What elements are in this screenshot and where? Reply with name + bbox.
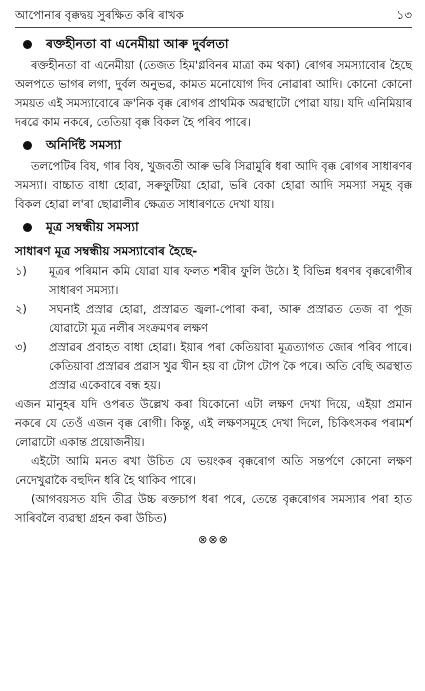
list-item <box>15 300 412 338</box>
subheading: সাধাৰণ মূত্ৰ সম্বন্ধীয় সমস্যাবোৰ হৈছে- <box>15 244 198 258</box>
bullet-icon <box>23 223 32 232</box>
section-heading <box>15 217 412 237</box>
running-header <box>15 6 412 28</box>
bullet-icon <box>23 40 32 49</box>
body-paragraph: (আগবয়সত যদি তীব্ৰ উচ্চ ৰক্তচাপ ধৰা পৰে, তেন্তে বৃক্কৰোগৰ সমস্যাৰ পৰা হাত সাৰিবলৈ ব্যৱস্থা গ্ৰহন কৰা উচিত) <box>15 492 412 525</box>
list-item <box>15 338 412 395</box>
urinary-problem-list <box>15 262 412 395</box>
list-item-text: প্ৰস্ৰাৱৰ প্ৰবাহত বাধা হোৱা। ইয়াৰ পৰা কেতিয়াবা মূত্ৰত্যাগত জোৰ পৰিব পাৰে। কেতিয়াবা প্ৰস্ৰাৱৰ প্ৰৱাস খুৱ খীন হয় বা টোপ টোপ কৈ পৰে। অতি বেছি অৱস্থাত প্ৰস্ৰাৱ একেবাৰে বন্ধ হয়। <box>49 340 412 392</box>
section-heading-text: ৰক্তহীনতা বা এনেমীয়া আৰু দুৰ্বলতা <box>46 36 229 51</box>
section-heading <box>15 135 412 155</box>
list-item-text: সঘনাই প্ৰস্ৰাৱ হোৱা, প্ৰস্ৰাৱত জ্বলা-পোৰা কৰা, আৰু প্ৰস্ৰাৱত তেজ বা পূজ যোৱাটো মূত্ৰ নলীৰ সংক্ৰমণৰ লক্ষণ <box>49 302 412 335</box>
running-title: আপোনাৰ বৃক্কদ্বয় সুৰক্ষিত কৰি ৰাখক <box>15 8 184 22</box>
body-paragraph: এজন মানুহৰ যদি ওপৰত উল্লেখ কৰা যিকোনো এটা লক্ষণ দেখা দিয়ে, এইয়া প্ৰমান নকৰে যে তেওঁ এজন বৃক্ক ৰোগী। কিন্তু, এই লক্ষণসমূহে দেখা দিলে, চিকিৎসকৰ পৰামৰ্শ লোৱাটো একান্ত প্ৰয়োজনীয়। <box>15 397 412 449</box>
body-paragraph: ৰক্তহীনতা বা এনেমীয়া (তেজত হিম'গ্লবিনৰ মাত্ৰা কম থকা) ৰোগৰ সমস্যাবোৰ হৈছে অলপতে ভাগৰ লগা, দুৰ্বল অনুভৱ, কামত মনোযোগ দিব নোৱাৰা আদি। কোনো কোনো সময়ত এই সমস্যাবোৰে ক্ৰ'নিক বৃক্ক ৰোগৰ প্ৰাথমিক অৱস্থাটো পোৱা যায়। যদি এনিমিয়াৰ দৰৱে কাম নকৰে, তেতিয়া বৃক্ক বিকল হৈ পৰিব পাৰে। <box>15 58 412 129</box>
section-urinary <box>15 217 412 395</box>
closing-text <box>15 395 412 528</box>
list-item-number: ৩) <box>15 340 27 354</box>
body-paragraph: এইটো আমি মনত ৰখা উচিত যে ভয়ংকৰ বৃক্কৰোগ অতি সন্তৰ্পণে কোনো লক্ষণ নেদেখুৱাকৈ বহুদিন ধৰি হৈ থাকিব পাৰে। <box>15 454 412 487</box>
list-item <box>15 262 412 300</box>
list-item-number: ২) <box>15 302 27 316</box>
bullet-icon <box>23 141 32 150</box>
end-of-chapter-mark: ⊗⊗⊗ <box>198 533 229 546</box>
list-item-number: ১) <box>15 264 27 278</box>
section-heading-text: অনিৰ্দিষ্ট সমস্যা <box>46 137 122 152</box>
list-item-text: মূত্ৰৰ পৰিমান কমি যোৱা যাৰ ফলত শৰীৰ ফুলি উঠে। ই বিভিন্ন ধৰণৰ বৃক্কৰোগীৰ সাধাৰণ সমস্যা। <box>49 264 412 297</box>
section-nonspecific <box>15 135 412 214</box>
section-heading-text: মূত্ৰ সম্বন্ধীয় সমস্যা <box>46 219 139 234</box>
section-heading <box>15 34 412 54</box>
section-anemia <box>15 34 412 132</box>
page-number: ১৩ <box>396 8 412 22</box>
body-paragraph: তলপেটিৰ বিষ, গাৰ বিষ, খুজবতী আৰু ভৰি সিৱামুৰি ধৰা আদি বৃক্ক ৰোগৰ সাধাৰণৰ সমস্যা। বাচ্চাত বাধা হোৱা, সৰুফুটিয়া হোৱা, ভৰি বেকা হোৱা আদি সমস্যা সমূহ বৃক্ক বিকল হোৱা ল'ৰা ছোৱালীৰ ক্ষেত্ৰত সাধাৰণতে দেখা যায়। <box>15 159 412 211</box>
